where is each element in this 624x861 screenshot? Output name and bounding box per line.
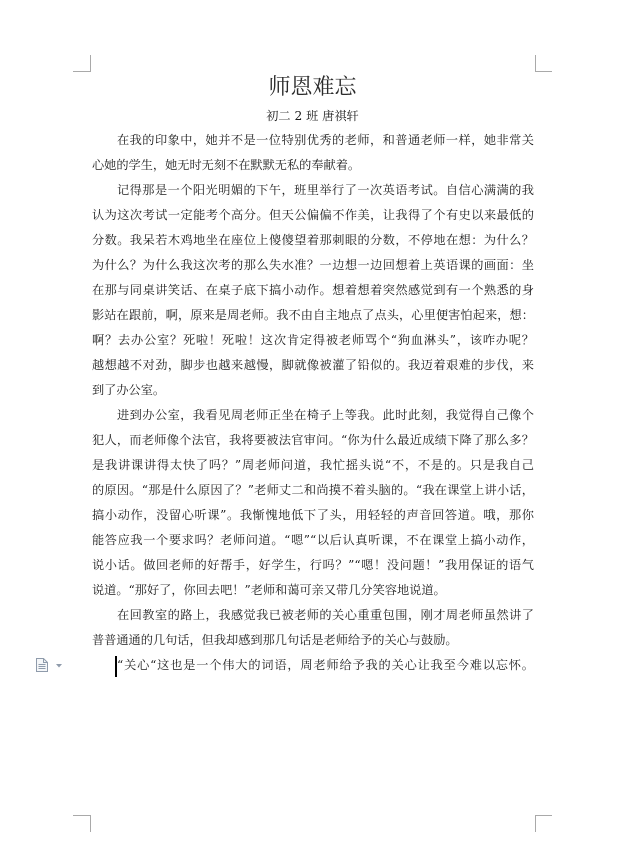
text-line[interactable]: 为什么？为什么我这次考的那么失水准？一边想一边回想着上英语课的画面：坐 bbox=[92, 258, 534, 272]
text-line[interactable]: 啊？去办公室？死啦！死啦！这次肯定得被老师骂个“狗血淋头”，该咋办呢？ bbox=[92, 333, 534, 347]
paragraph[interactable] bbox=[92, 653, 534, 678]
paragraph[interactable] bbox=[92, 603, 534, 653]
text-line[interactable]: 的原因。“那是什么原因了？”老师丈二和尚摸不着头脑的。“我在课堂上讲小话， bbox=[92, 483, 534, 497]
text-line[interactable]: 认为这次考试一定能考个高分。但天公偏偏不作美，让我得了个有史以来最低的 bbox=[92, 208, 534, 222]
paragraph[interactable] bbox=[92, 178, 534, 403]
document-body[interactable] bbox=[92, 128, 534, 678]
text-cursor bbox=[115, 656, 117, 677]
corner-mark-horizontal bbox=[73, 71, 90, 72]
corner-mark-vertical bbox=[535, 815, 536, 832]
text-line[interactable]: 在那与同桌讲笑话、在桌子底下搞小动作。想着想着突然感觉到有一个熟悉的身 bbox=[92, 283, 534, 297]
text-line[interactable]: 搞小动作，没留心听课”。我惭愧地低下了头，用轻轻的声音回答道。哦，那你 bbox=[92, 508, 534, 522]
text-line[interactable]: 影站在跟前，啊，原来是周老师。我不由自主地点了点头，心里便害怕起来，想： bbox=[92, 308, 534, 322]
text-line[interactable]: 能答应我一个要求吗？老师问道。“嗯”“以后认真听课，不在课堂上搞小动作， bbox=[92, 533, 534, 547]
document-title[interactable]: 师恩难忘 bbox=[268, 75, 357, 100]
text-line[interactable]: 记得那是一个阳光明媚的下午，班里举行了一次英语考试。自信心满满的我 bbox=[117, 183, 534, 197]
corner-mark-vertical bbox=[535, 55, 536, 72]
text-line[interactable]: 越想越不对劲，脚步也越来越慢，脚就像被灌了铅似的。我迈着艰难的步伐，来 bbox=[92, 358, 534, 372]
paste-options-button[interactable] bbox=[35, 657, 63, 673]
text-line[interactable]: 分数。我呆若木鸡地坐在座位上傻傻望着那刺眼的分数，不停地在想：为什么？ bbox=[92, 233, 534, 247]
corner-mark-horizontal bbox=[535, 71, 552, 72]
chevron-down-icon[interactable] bbox=[56, 664, 62, 668]
document-byline[interactable]: 初二 2 班 唐祺轩 bbox=[266, 109, 359, 123]
text-line[interactable]: 在回教室的路上，我感觉我已被老师的关心重重包围，刚才周老师虽然讲了 bbox=[117, 608, 534, 622]
text-line[interactable]: 到了办公室。 bbox=[92, 383, 166, 397]
text-line[interactable]: 说道。“那好了，你回去吧！”老师和蔼可亲又带几分笑容地说道。 bbox=[92, 583, 446, 597]
corner-mark-vertical bbox=[90, 815, 91, 832]
text-line[interactable]: 在我的印象中，她并不是一位特别优秀的老师，和普通老师一样，她非常关 bbox=[117, 133, 534, 147]
corner-mark-horizontal bbox=[73, 815, 90, 816]
text-line[interactable]: 说小话。做回老师的好帮手，好学生，行吗？”“嗯！没问题！”我用保证的语气 bbox=[92, 558, 534, 572]
corner-mark-vertical bbox=[90, 55, 91, 72]
text-line[interactable]: 心她的学生，她无时无刻不在默默无私的奉献着。 bbox=[92, 158, 361, 172]
paragraph[interactable] bbox=[92, 128, 534, 178]
text-line[interactable]: 普普通通的几句话，但我却感到那几句话是老师给予的关心与鼓励。 bbox=[92, 633, 458, 647]
text-line[interactable]: 进到办公室，我看见周老师正坐在椅子上等我。此时此刻，我觉得自己像个 bbox=[117, 408, 534, 422]
text-line[interactable]: 是我讲课讲得太快了吗？”周老师问道，我忙摇头说“不，不是的。只是我自己 bbox=[92, 458, 534, 472]
text-line[interactable]: “关心“这也是一个伟大的词语，周老师给予我的关心让我至今难以忘怀。 bbox=[117, 658, 534, 672]
corner-mark-horizontal bbox=[535, 815, 552, 816]
paragraph[interactable] bbox=[92, 403, 534, 603]
paste-options-icon bbox=[35, 657, 49, 673]
text-line[interactable]: 犯人，而老师像个法官，我将要被法官审问。“你为什么最近成绩下降了那么多？ bbox=[92, 433, 534, 447]
